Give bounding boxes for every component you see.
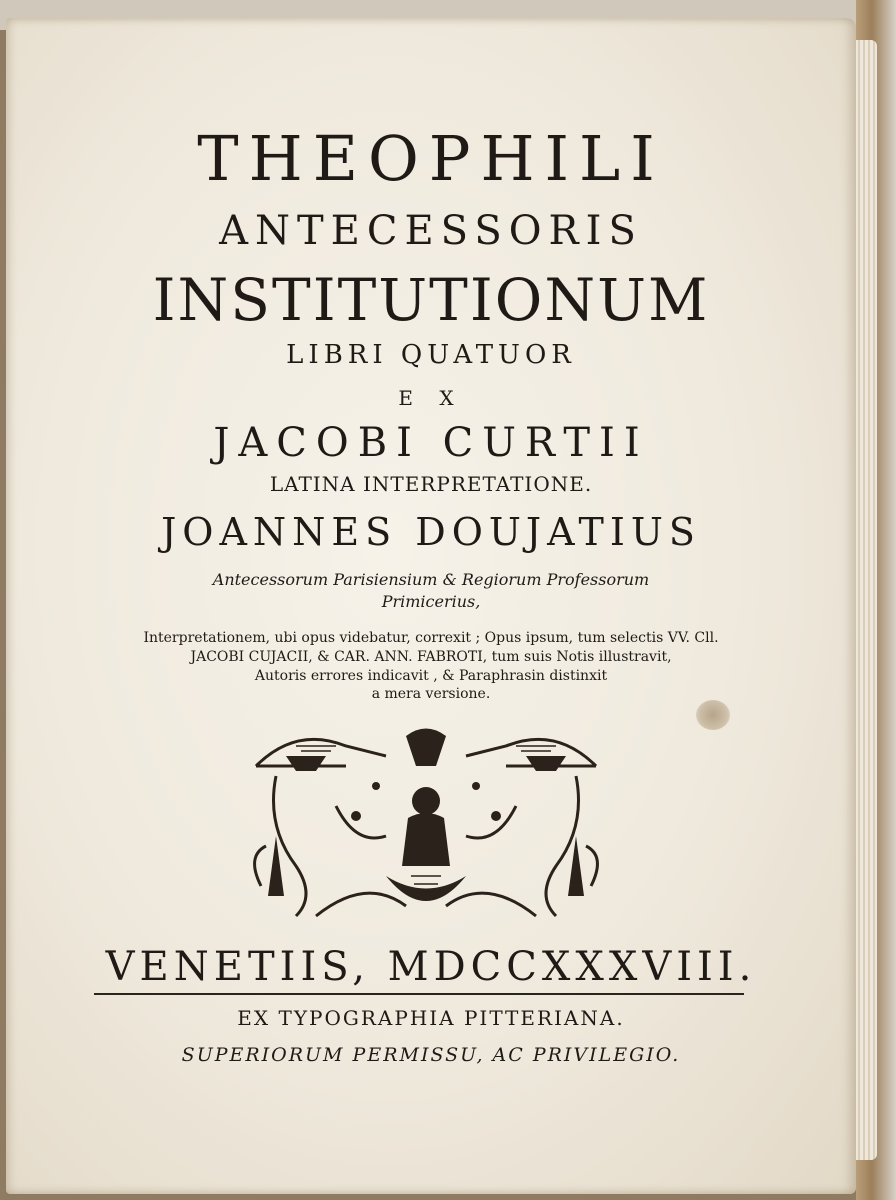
author-title-line: Antecessorum Parisiensium & Regiorum Professorum — [212, 570, 650, 589]
foxing-stain — [696, 700, 730, 730]
title-line-libri: LIBRI QUATUOR — [286, 340, 576, 370]
divider-rule — [94, 993, 744, 995]
woodcut-ornament-icon — [236, 726, 616, 926]
description-line-2: JACOBI CUJACII, & CAR. ANN. FABROTI, tum suis Notis illustravit, — [190, 649, 672, 665]
title-page — [6, 18, 856, 1194]
description-line-3: Autoris errores indicavit , & Paraphrasin distinxit — [254, 668, 608, 684]
description-line-4: a mera versione. — [371, 686, 491, 702]
author-title-line-2: Primicerius, — [381, 592, 481, 611]
title-line-ex: E X — [398, 386, 464, 410]
title-line-curtii: JACOBI CURTII — [213, 420, 649, 466]
title-line-theophili: THEOPHILI — [197, 122, 665, 195]
title-line-institutionum: INSTITUTIONUM — [152, 266, 710, 334]
author-line: JOANNES DOUJATIUS — [161, 510, 701, 554]
permission-line: SUPERIORUM PERMISSU, AC PRIVILEGIO. — [181, 1044, 681, 1066]
description-line-1: Interpretationem, ubi opus videbatur, correxit ; Opus ipsum, tum selectis VV. Cll. — [143, 630, 719, 646]
imprint-place-date: VENETIIS, MDCCXXXVIII. — [105, 944, 757, 990]
title-line-interpretatione: LATINA INTERPRETATIONE. — [269, 472, 593, 496]
printer-line: EX TYPOGRAPHIA PITTERIANA. — [237, 1006, 625, 1030]
title-line-antecessoris: ANTECESSORIS — [219, 208, 643, 254]
